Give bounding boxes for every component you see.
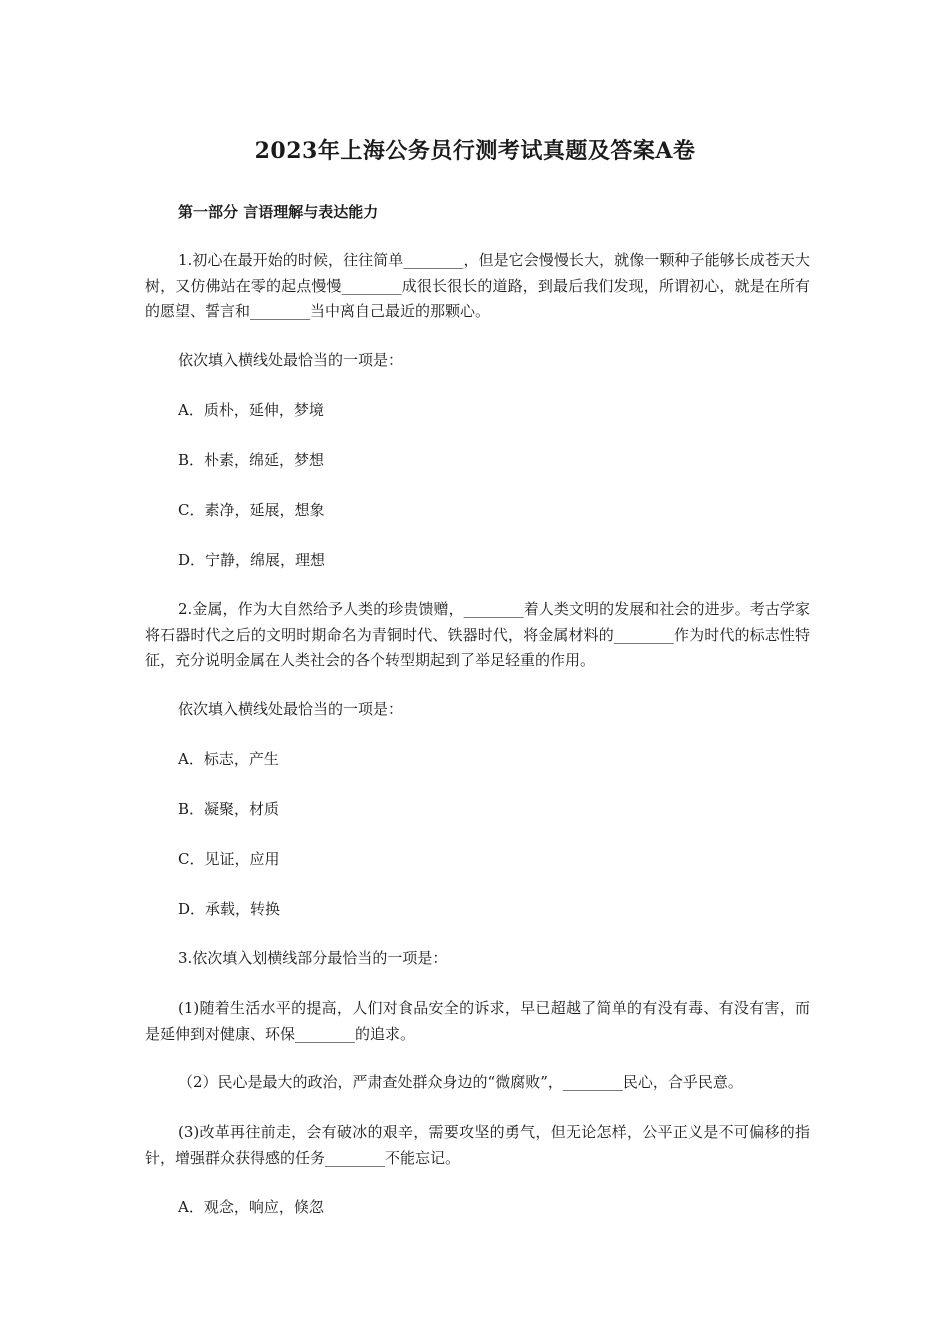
question-3-stem: 3.依次填入划横线部分最恰当的一项是： <box>178 949 448 967</box>
question-2-option-c: C．见证，应用 <box>178 850 280 868</box>
question-1-stem: 1.初心在最开始的时候，往往简单________，但是它会慢慢长大，就像一颗种子能够长成苍天大树，又仿佛站在零的起点慢慢________成很长很长的道路，到最后我们发现，所谓初心，就是在所有的愿望、誓言和________当中离自己最近的那颗心。 <box>145 251 810 320</box>
question-1-option-a: A．质朴，延伸，梦境 <box>178 401 324 419</box>
question-2-option-a: A．标志，产生 <box>178 750 279 768</box>
question-1-option-b: B．朴素，绵延，梦想 <box>178 451 325 469</box>
page-title: 2023年上海公务员行测考试真题及答案A卷 <box>254 138 696 164</box>
question-1-option-c: C．素净，延展，想象 <box>178 501 325 519</box>
question-2-stem: 2.金属，作为大自然给予人类的珍贵馈赠，________着人类文明的发展和社会的进步。考古学家将石器时代之后的文明时期命名为青铜时代、铁器时代，将金属材料的________作为时代的标志性特征，充分说明金属在人类社会的各个转型期起到了举足轻重的作用。 <box>145 600 810 669</box>
question-3-sentence-2: （2）民心是最大的政治，严肃查处群众身边的“微腐败”，________民心，合乎民意。 <box>178 1073 743 1091</box>
question-3-option-a: A．观念，响应，倏忽 <box>178 1198 324 1216</box>
question-2-option-d: D．承载，转换 <box>178 900 281 918</box>
question-2-prompt: 依次填入横线处最恰当的一项是： <box>178 700 404 718</box>
question-1-option-d: D．宁静，绵展，理想 <box>178 551 326 569</box>
question-2-option-b: B．凝聚，材质 <box>178 800 280 818</box>
question-3-sentence-1: (1)随着生活水平的提高，人们对食品安全的诉求，早已超越了简单的有没有毒、有没有害，而是延伸到对健康、环保________的追求。 <box>145 999 810 1043</box>
section-heading: 第一部分 言语理解与表达能力 <box>178 203 379 221</box>
question-1-prompt: 依次填入横线处最恰当的一项是： <box>178 351 404 369</box>
question-3-sentence-3: (3)改革再往前走，会有破冰的艰辛，需要攻坚的勇气，但无论怎样，公平正义是不可偏移的指针，增强群众获得感的任务________不能忘记。 <box>145 1123 810 1167</box>
